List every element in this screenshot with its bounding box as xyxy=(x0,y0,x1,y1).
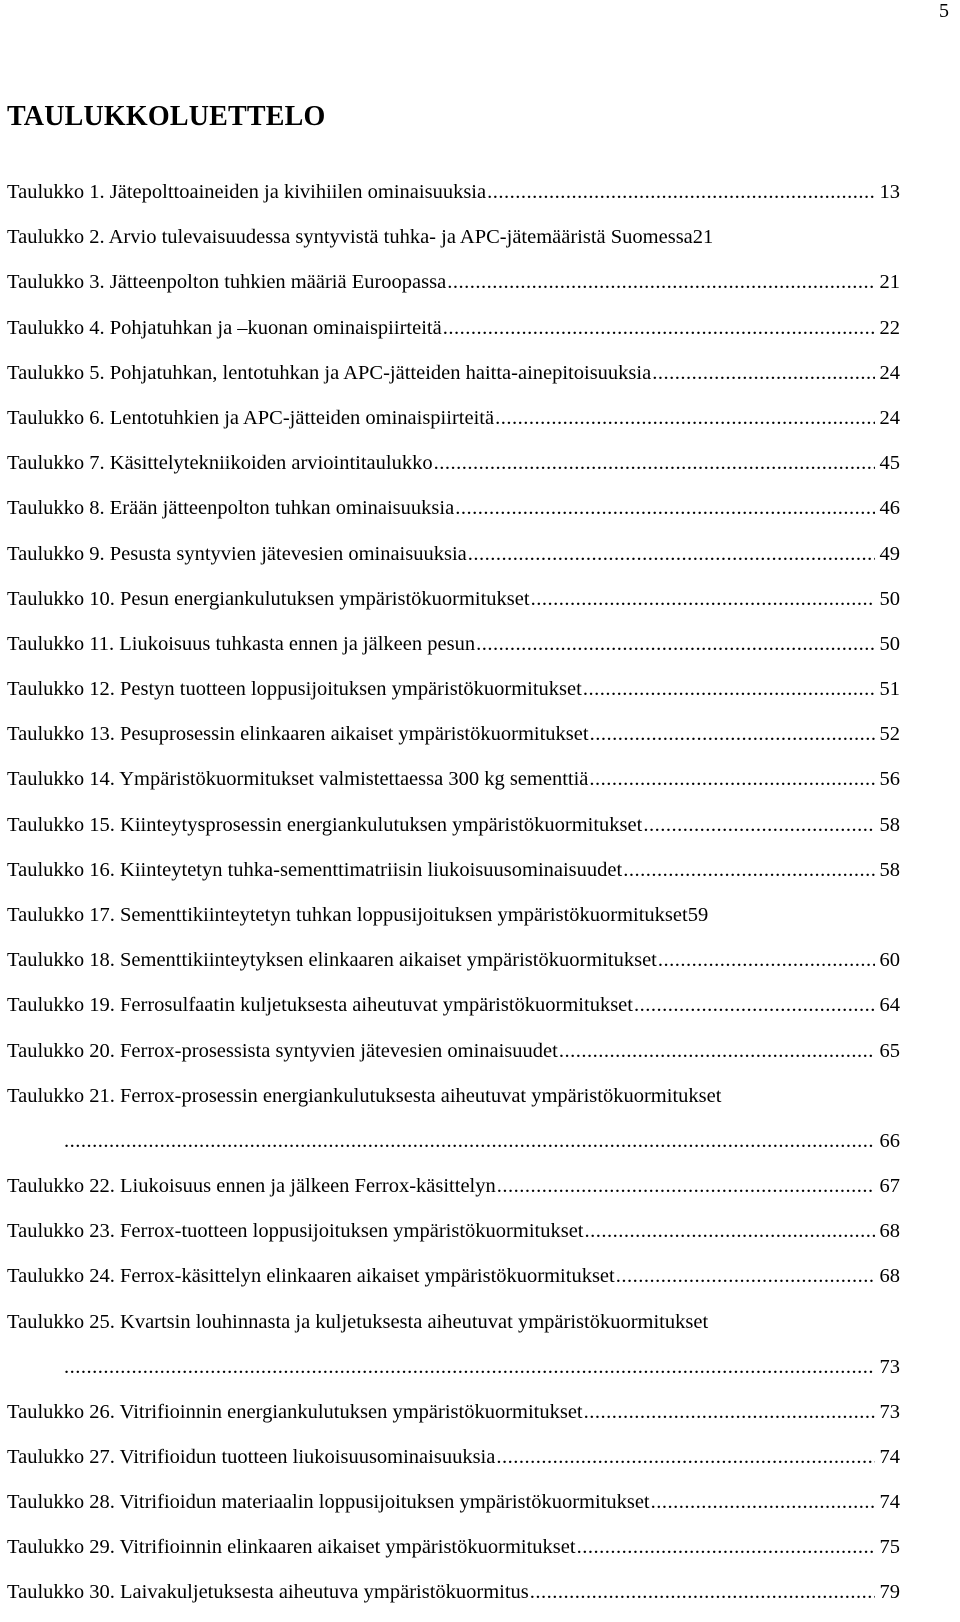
dot-leader xyxy=(455,492,874,524)
toc-entry[interactable] xyxy=(7,1170,900,1215)
dot-leader xyxy=(623,854,874,886)
dot-leader xyxy=(559,1035,875,1067)
dot-leader xyxy=(651,1486,875,1518)
toc-entry[interactable] xyxy=(7,538,900,583)
toc-entry-page: 73 xyxy=(879,1400,900,1423)
toc-entry-label: Taulukko 17. Sementtikiinteytetyn tuhkan loppusijoituksen ympäristökuormitukset xyxy=(7,904,688,926)
toc-entry[interactable] xyxy=(7,854,900,899)
dot-leader xyxy=(496,1441,874,1473)
dot-leader xyxy=(468,538,875,570)
dot-leader xyxy=(64,1125,875,1157)
toc-entry[interactable] xyxy=(7,1576,900,1621)
toc-entry-page: 58 xyxy=(879,813,900,836)
toc-entry-page: 74 xyxy=(879,1445,900,1468)
dot-leader xyxy=(497,1170,875,1202)
toc-entry-page: 64 xyxy=(879,994,900,1017)
toc-entry-label: Taulukko 21. Ferrox-prosessin energiankulutuksesta aiheutuvat ympäristökuormitukset xyxy=(7,1084,722,1107)
toc-entry[interactable] xyxy=(7,1215,900,1260)
toc-entry-label: Taulukko 13. Pesuprosessin elinkaaren aikaiset ympäristökuormitukset xyxy=(7,723,589,746)
toc-entry-label: Taulukko 8. Erään jätteenpolton tuhkan ominaisuuksia xyxy=(7,497,455,520)
toc-entry[interactable] xyxy=(7,1080,900,1170)
toc-entry[interactable] xyxy=(7,1260,900,1305)
toc-entry-label: Taulukko 24. Ferrox-käsittelyn elinkaaren aikaiset ympäristökuormitukset xyxy=(7,1265,615,1288)
toc-entry[interactable] xyxy=(7,1441,900,1486)
toc-entry-page: 49 xyxy=(879,542,900,565)
toc-entry[interactable] xyxy=(7,809,900,854)
toc-entry-label: Taulukko 30. Laivakuljetuksesta aiheutuva ympäristökuormitus xyxy=(7,1581,529,1604)
toc-entry[interactable] xyxy=(7,763,900,808)
toc-entry-label: Taulukko 14. Ympäristökuormitukset valmistettaessa 300 kg sementtiä xyxy=(7,768,589,791)
dot-leader xyxy=(652,357,874,389)
toc-entry-page: 45 xyxy=(879,452,900,475)
toc-entry-label: Taulukko 10. Pesun energiankulutuksen ympäristökuormitukset xyxy=(7,587,530,610)
toc-entry-page: 46 xyxy=(879,497,900,520)
toc-entry[interactable] xyxy=(7,1531,900,1576)
toc-entry-page: 58 xyxy=(879,858,900,881)
dot-leader xyxy=(476,628,874,660)
toc-entry-page: 73 xyxy=(879,1355,900,1378)
toc-entry-page: 22 xyxy=(879,316,900,339)
dot-leader xyxy=(634,989,875,1021)
toc-entry-label: Taulukko 12. Pestyn tuotteen loppusijoituksen ympäristökuormitukset xyxy=(7,678,582,701)
toc-entry-page: 21 xyxy=(879,271,900,294)
toc-entry-label: Taulukko 7. Käsittelytekniikoiden arviointitaulukko xyxy=(7,452,433,475)
toc-entry-page: 66 xyxy=(879,1129,900,1152)
toc-entry-label: Taulukko 3. Jätteenpolton tuhkien määriä Euroopassa xyxy=(7,271,447,294)
toc-entry[interactable] xyxy=(7,266,900,311)
toc-entry-label: Taulukko 27. Vitrifioidun tuotteen liukoisuusominaisuuksia xyxy=(7,1445,496,1468)
dot-leader xyxy=(487,176,874,208)
dot-leader xyxy=(616,1260,875,1292)
toc-entry[interactable] xyxy=(7,447,900,492)
page-number: 5 xyxy=(939,0,949,22)
dot-leader xyxy=(590,718,875,750)
dot-leader xyxy=(64,1351,875,1383)
toc-entry-label: Taulukko 9. Pesusta syntyvien jätevesien ominaisuuksia xyxy=(7,542,467,565)
toc-entry-page: 65 xyxy=(879,1039,900,1062)
toc-entry-label: Taulukko 25. Kvartsin louhinnasta ja kuljetuksesta aiheutuvat ympäristökuormitukset xyxy=(7,1310,709,1333)
toc-entry-page: 59 xyxy=(687,904,709,926)
dot-leader xyxy=(531,583,875,615)
toc-entry[interactable] xyxy=(7,176,900,221)
toc-entry[interactable] xyxy=(7,989,900,1034)
toc-entry[interactable] xyxy=(7,673,900,718)
dot-leader xyxy=(584,1215,874,1247)
toc-entry[interactable] xyxy=(7,492,900,537)
table-list xyxy=(7,176,900,1622)
toc-entry-label: Taulukko 19. Ferrosulfaatin kuljetuksesta aiheutuvat ympäristökuormitukset xyxy=(7,994,633,1017)
toc-entry-page: 56 xyxy=(879,768,900,791)
toc-entry[interactable] xyxy=(7,357,900,402)
toc-entry-page: 52 xyxy=(879,723,900,746)
toc-entry-page: 60 xyxy=(879,949,900,972)
toc-entry[interactable] xyxy=(7,402,900,447)
dot-leader xyxy=(443,312,875,344)
toc-entry-label: Taulukko 11. Liukoisuus tuhkasta ennen ja jälkeen pesun xyxy=(7,632,476,655)
toc-entry[interactable] xyxy=(7,899,900,944)
toc-entry[interactable] xyxy=(7,221,900,266)
toc-entry-label: Taulukko 1. Jätepolttoaineiden ja kivihiilen ominaisuuksia xyxy=(7,181,487,203)
toc-entry-label: Taulukko 23. Ferrox-tuotteen loppusijoituksen ympäristökuormitukset xyxy=(7,1220,584,1243)
toc-entry-page: 50 xyxy=(879,632,900,655)
dot-leader xyxy=(643,809,874,841)
toc-entry[interactable] xyxy=(7,1396,900,1441)
dot-leader xyxy=(584,1396,875,1428)
toc-entry[interactable] xyxy=(7,583,900,628)
page-title: TAULUKKOLUETTELO xyxy=(7,101,326,132)
toc-entry-page: 68 xyxy=(879,1265,900,1288)
toc-entry-label: Taulukko 28. Vitrifioidun materiaalin loppusijoituksen ympäristökuormitukset xyxy=(7,1491,650,1514)
dot-leader xyxy=(434,447,875,479)
toc-entry-label: Taulukko 15. Kiinteytysprosessin energiankulutuksen ympäristökuormitukset xyxy=(7,813,643,836)
dot-leader xyxy=(577,1531,875,1563)
toc-entry-page: 21 xyxy=(692,226,714,249)
dot-leader xyxy=(447,266,874,298)
toc-entry-label: Taulukko 20. Ferrox-prosessista syntyvien jätevesien ominaisuudet xyxy=(7,1039,558,1062)
dot-leader xyxy=(495,402,874,434)
toc-entry-label: Taulukko 29. Vitrifioinnin elinkaaren aikaiset ympäristökuormitukset xyxy=(7,1536,576,1559)
toc-entry-label: Taulukko 4. Pohjatuhkan ja –kuonan ominaispiirteitä xyxy=(7,316,442,339)
toc-entry-page: 67 xyxy=(879,1174,900,1197)
toc-entry-page: 68 xyxy=(879,1220,900,1243)
toc-entry[interactable] xyxy=(7,944,900,989)
toc-entry-page: 24 xyxy=(879,406,900,429)
toc-entry-page: 51 xyxy=(879,678,900,701)
dot-leader xyxy=(589,763,874,795)
toc-entry-page: 13 xyxy=(879,181,900,203)
dot-leader xyxy=(583,673,875,705)
toc-entry-page: 75 xyxy=(879,1536,900,1559)
toc-entry-page: 50 xyxy=(879,587,900,610)
toc-entry-label: Taulukko 26. Vitrifioinnin energiankulutuksen ympäristökuormitukset xyxy=(7,1400,583,1423)
toc-entry-page: 24 xyxy=(879,361,900,384)
toc-entry-label: Taulukko 2. Arvio tulevaisuudessa syntyvistä tuhka- ja APC-jätemääristä Suomessa xyxy=(7,226,693,249)
toc-entry-label: Taulukko 6. Lentotuhkien ja APC-jätteiden ominaispiirteitä xyxy=(7,406,495,429)
toc-entry-label: Taulukko 22. Liukoisuus ennen ja jälkeen Ferrox-käsittelyn xyxy=(7,1174,496,1197)
toc-entry[interactable] xyxy=(7,1306,900,1396)
toc-entry-page: 74 xyxy=(879,1491,900,1514)
toc-entry-label: Taulukko 16. Kiinteytetyn tuhka-sementtimatriisin liukoisuusominaisuudet xyxy=(7,858,623,881)
toc-entry-page: 79 xyxy=(879,1581,900,1604)
toc-entry[interactable] xyxy=(7,718,900,763)
toc-entry-label: Taulukko 18. Sementtikiinteytyksen elinkaaren aikaiset ympäristökuormitukset xyxy=(7,949,657,972)
toc-entry[interactable] xyxy=(7,312,900,357)
toc-entry-label: Taulukko 5. Pohjatuhkan, lentotuhkan ja APC-jätteiden haitta-ainepitoisuuksia xyxy=(7,361,652,384)
toc-entry[interactable] xyxy=(7,1486,900,1531)
dot-leader xyxy=(530,1576,875,1608)
toc-entry[interactable] xyxy=(7,1035,900,1080)
dot-leader xyxy=(658,944,875,976)
toc-entry[interactable] xyxy=(7,628,900,673)
